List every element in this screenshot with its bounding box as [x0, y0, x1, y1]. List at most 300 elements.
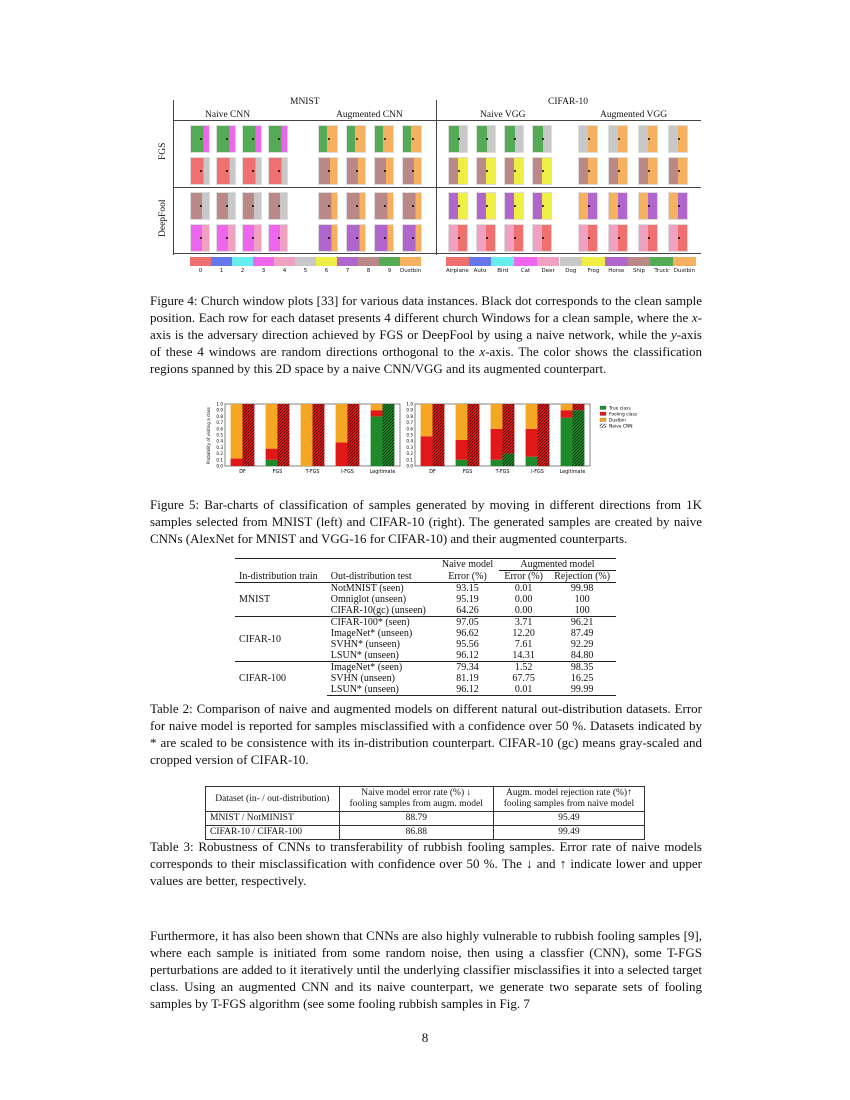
math-y: y — [670, 327, 677, 342]
bar-segment-dustbin — [421, 404, 433, 436]
clean-sample-dot — [678, 170, 680, 172]
clean-sample-dot — [678, 138, 680, 140]
legend-swatch — [211, 257, 232, 266]
y-tick-label: 0.9 — [406, 407, 413, 413]
legend-swatch — [600, 412, 606, 416]
clean-sample-dot — [514, 205, 516, 207]
legend-swatch — [379, 257, 400, 266]
clean-sample-dot — [252, 205, 254, 207]
church-window-plot — [318, 224, 338, 252]
legend-swatch — [400, 257, 421, 266]
clean-sample-dot — [648, 237, 650, 239]
fig4-column-label: Augmented VGG — [600, 110, 668, 120]
x-tick-label: Legitimate — [369, 470, 396, 475]
church-window-plot — [374, 125, 394, 153]
y-tick-label: 0.3 — [406, 444, 413, 450]
y-tick-label: 0.2 — [216, 451, 223, 457]
clean-sample-dot — [278, 170, 280, 172]
y-tick-label: 0.4 — [406, 438, 413, 444]
clean-sample-dot — [384, 138, 386, 140]
clean-sample-dot — [200, 170, 202, 172]
clean-sample-dot — [226, 170, 228, 172]
bar-segment-dustbin — [491, 404, 503, 429]
bar-segment-dustbin — [561, 404, 573, 410]
clean-sample-dot — [328, 205, 330, 207]
clean-sample-dot — [384, 237, 386, 239]
church-window-plot — [216, 192, 236, 220]
table-cell: 97.05 — [436, 617, 499, 629]
bar-segment-true — [456, 460, 468, 466]
y-tick-label: 0.3 — [216, 444, 223, 450]
legend-swatch — [537, 257, 560, 266]
legend-swatch — [650, 257, 673, 266]
table-cell: 0.01 — [499, 684, 548, 696]
church-window-plot — [476, 224, 496, 252]
bar-segment-true — [371, 416, 383, 466]
church-window-plot — [374, 224, 394, 252]
bar-segment-dustbin — [526, 404, 538, 429]
clean-sample-dot — [486, 205, 488, 207]
figure-4-church-window-plots — [150, 95, 705, 285]
legend-label: 8 — [366, 268, 371, 274]
bar-segment-fooling — [266, 449, 278, 460]
fig4-left-rule — [173, 100, 174, 255]
clean-sample-dot — [328, 138, 330, 140]
church-window-plot — [242, 224, 262, 252]
church-window-plot — [504, 224, 524, 252]
caption-label: Figure 4: — [150, 293, 198, 308]
table-cell: 96.12 — [436, 684, 499, 696]
clean-sample-dot — [618, 170, 620, 172]
math-x: x — [691, 310, 698, 325]
fig4-row-label-deepfool: DeepFool — [158, 199, 168, 237]
clean-sample-dot — [278, 205, 280, 207]
church-window-plot — [216, 125, 236, 153]
church-window-plot — [448, 157, 468, 185]
y-tick-label: 0.8 — [216, 413, 223, 419]
legend-label: Auto — [473, 268, 487, 274]
y-tick-label: 0.1 — [216, 457, 223, 463]
table-cell: 93.15 — [436, 583, 499, 595]
x-tick-label: T-FGS — [305, 470, 320, 475]
clean-sample-dot — [278, 138, 280, 140]
table-cell: CIFAR-10 / CIFAR-100 — [206, 826, 340, 840]
clean-sample-dot — [356, 170, 358, 172]
church-window-plot — [532, 125, 552, 153]
table-cell: 95.56 — [456, 639, 479, 650]
bar-segment-dustbin — [456, 404, 468, 440]
clean-sample-dot — [200, 237, 202, 239]
x-tick-label: I-FGS — [341, 470, 354, 475]
clean-sample-dot — [226, 205, 228, 207]
x-tick-label: Legitimate — [559, 470, 586, 475]
table-cell: 87.49 — [570, 628, 594, 639]
legend-swatch — [628, 257, 651, 266]
figure-5-caption: Figure 5: Bar-charts of classification of samples generated by moving in different directions from 1K samples selected from MNIST (left) and CIFAR-10 (right). The generated samples are created by naive CNNs (AlexNet for MNIST and VGG-16 for CIFAR-10) and their augmented counterparts. — [150, 497, 702, 546]
church-window-plot — [242, 125, 262, 153]
group-label: CIFAR-100 — [235, 662, 327, 696]
bar-hatch-naive — [538, 404, 550, 466]
bar-hatch-naive — [243, 404, 255, 466]
clean-sample-dot — [618, 205, 620, 207]
fig4-column-label: Naive CNN — [205, 110, 251, 120]
table-cell: 0.00 — [514, 594, 533, 605]
church-window-plot — [578, 125, 598, 153]
clean-sample-dot — [278, 237, 280, 239]
church-window-plot — [448, 125, 468, 153]
church-window-plot — [668, 224, 688, 252]
clean-sample-dot — [328, 170, 330, 172]
table-cell: 96.21 — [548, 617, 616, 629]
bar-segment-dustbin — [266, 404, 278, 449]
church-window-plot — [346, 224, 366, 252]
clean-sample-dot — [648, 138, 650, 140]
legend-label: Airplane — [446, 268, 469, 274]
legend-label: 3 — [261, 268, 266, 274]
legend-label: Fooling class — [609, 412, 638, 418]
clean-sample-dot — [514, 237, 516, 239]
table-cell: 64.26 — [456, 605, 479, 616]
table-cell: MNIST / NotMINIST — [206, 812, 340, 826]
table-row — [235, 662, 616, 674]
table-3 — [205, 786, 645, 840]
church-window-plot — [504, 192, 524, 220]
body-paragraph: Furthermore, it has also been shown that CNNs are also highly vulnerable to rubbish fooling samples [9], where each sample is initiated from some random noise, then using a classfier (CNN), some T-FGS perturbations are added to it iteratively until the underlying classifier misclassifies it into a selected target class. Using an augmented CNN and its naive counterpart, we generate two separate sets of fooling samples by T-FGS algorithm (see some fooling rubbish samples in Fig. 7 — [150, 928, 702, 1011]
bar-segment-dustbin — [301, 404, 313, 466]
church-window-plot — [268, 157, 288, 185]
y-tick-label: 0.1 — [406, 457, 413, 463]
church-window-plot — [608, 125, 628, 153]
caption-text: -axis of these 4 windows are random directions orthogonal to the — [150, 327, 702, 359]
legend-swatch — [253, 257, 274, 266]
legend-label: 2 — [240, 268, 245, 274]
bar-segment-true — [526, 457, 538, 466]
bar-segment-true — [561, 418, 573, 466]
y-tick-label: 1.0 — [406, 401, 413, 407]
clean-sample-dot — [356, 205, 358, 207]
bar-segment-fooling — [371, 410, 383, 416]
clean-sample-dot — [200, 205, 202, 207]
legend-swatch — [274, 257, 295, 266]
church-window-plot — [608, 192, 628, 220]
table-cell: CIFAR-100* (seen) — [327, 617, 436, 629]
bar-segment-dustbin — [371, 404, 383, 410]
bar-segment-true — [491, 460, 503, 466]
x-tick-label: DF — [429, 470, 436, 475]
church-window-plot — [374, 192, 394, 220]
bar-segment-fooling — [421, 436, 433, 466]
group-label: CIFAR-10 — [235, 617, 327, 662]
clean-sample-dot — [486, 138, 488, 140]
table-cell: 84.80 — [570, 650, 594, 661]
legend-label: 4 — [282, 268, 287, 274]
th-dataset: Dataset (in- / out-distribution) — [206, 787, 340, 812]
bar-segment-fooling — [561, 410, 573, 417]
th-out-distribution: Out-distribution test — [327, 571, 436, 583]
bar-segment-dustbin — [336, 404, 348, 442]
table-cell: LSUN* (unseen) — [330, 650, 399, 661]
legend-swatch — [295, 257, 316, 266]
table-cell: 7.61 — [514, 639, 533, 650]
x-tick-label: FGS — [462, 470, 473, 475]
y-tick-label: 0.7 — [216, 420, 223, 426]
table-cell: SVHN (unseen) — [330, 673, 395, 684]
church-window-plot — [608, 224, 628, 252]
legend-label: 7 — [345, 268, 350, 274]
table-cell: 0.00 — [514, 605, 533, 616]
clean-sample-dot — [678, 237, 680, 239]
clean-sample-dot — [384, 170, 386, 172]
table-cell: 0.01 — [499, 583, 548, 595]
church-window-plot — [532, 157, 552, 185]
bar-segment-fooling — [231, 459, 243, 466]
table-cell: 99.99 — [548, 684, 616, 696]
th-line: fooling samples from augm. model — [349, 799, 483, 809]
church-window-plot — [578, 224, 598, 252]
church-window-plot — [402, 192, 422, 220]
clean-sample-dot — [618, 237, 620, 239]
y-tick-label: 0.5 — [216, 432, 223, 438]
church-window-plot — [668, 192, 688, 220]
bar-hatch-naive — [573, 404, 585, 410]
legend-label: 5 — [303, 268, 308, 274]
church-window-plot — [402, 125, 422, 153]
th-naive-error-rate — [339, 787, 493, 812]
legend-label: Dustbin — [673, 268, 695, 274]
clean-sample-dot — [226, 138, 228, 140]
legend-swatch — [316, 257, 337, 266]
table-cell: 96.12 — [456, 650, 479, 661]
table-cell: 86.88 — [339, 826, 493, 840]
church-window-plot — [268, 192, 288, 220]
bar-hatch-naive — [278, 404, 290, 466]
clean-sample-dot — [252, 138, 254, 140]
table-cell: 3.71 — [499, 617, 548, 629]
bar-hatch-naive — [503, 404, 515, 454]
clean-sample-dot — [458, 205, 460, 207]
church-window-plot — [190, 224, 210, 252]
figure-5-bar-charts — [205, 398, 675, 483]
th-augm-rejection-rate — [493, 787, 644, 812]
church-window-plot — [190, 157, 210, 185]
church-window-plot — [578, 157, 598, 185]
clean-sample-dot — [356, 138, 358, 140]
legend-swatch — [600, 418, 606, 422]
fig4-center-rule — [436, 100, 437, 255]
bar-hatch-naive — [313, 404, 325, 466]
fig4-header-rule — [173, 120, 701, 121]
clean-sample-dot — [328, 237, 330, 239]
church-window-plot — [504, 125, 524, 153]
y-tick-label: 0.0 — [216, 463, 223, 469]
legend-swatch — [600, 406, 606, 410]
church-window-plot — [402, 224, 422, 252]
bar-segment-fooling — [336, 442, 348, 466]
y-axis-label: Probability of visiting a class — [206, 407, 211, 464]
legend-hatch — [600, 424, 606, 428]
legend-label: 9 — [387, 268, 392, 274]
legend-swatch — [514, 257, 537, 266]
church-window-plot — [668, 125, 688, 153]
legend-label: Cat — [520, 268, 531, 274]
church-window-plot — [638, 224, 658, 252]
y-tick-label: 0.7 — [406, 420, 413, 426]
clean-sample-dot — [486, 237, 488, 239]
bar-hatch-naive — [383, 404, 395, 466]
clean-sample-dot — [588, 138, 590, 140]
table-cell: 16.25 — [570, 673, 594, 684]
church-window-plot — [448, 224, 468, 252]
church-window-plot — [638, 125, 658, 153]
y-tick-label: 0.2 — [406, 451, 413, 457]
table-cell: 99.98 — [548, 583, 616, 595]
bar-hatch-naive — [503, 454, 515, 466]
y-tick-label: 0.6 — [406, 426, 413, 432]
th-in-distribution: In-distribution train — [235, 571, 327, 583]
y-tick-label: 0.0 — [406, 463, 413, 469]
clean-sample-dot — [458, 138, 460, 140]
clean-sample-dot — [514, 138, 516, 140]
legend-swatch — [469, 257, 492, 266]
clean-sample-dot — [678, 205, 680, 207]
clean-sample-dot — [412, 237, 414, 239]
church-window-plot — [242, 192, 262, 220]
legend-swatch — [582, 257, 605, 266]
legend-label: Bird — [497, 268, 509, 274]
table-cell: 92.29 — [570, 639, 594, 650]
clean-sample-dot — [648, 205, 650, 207]
clean-sample-dot — [588, 237, 590, 239]
church-window-plot — [532, 192, 552, 220]
x-tick-label: FGS — [272, 470, 283, 475]
legend-label: 1 — [219, 268, 224, 274]
table-row — [235, 583, 616, 595]
bar-segment-dustbin — [231, 404, 243, 459]
th-line: Naive model error rate (%) ↓ — [361, 788, 472, 798]
church-window-plot — [402, 157, 422, 185]
table-cell: 95.19 — [456, 594, 479, 605]
clean-sample-dot — [458, 170, 460, 172]
legend-label: Naive CNN — [609, 424, 633, 430]
clean-sample-dot — [542, 170, 544, 172]
legend-label: 6 — [324, 268, 329, 274]
fig4-mid-rule — [173, 187, 701, 188]
clean-sample-dot — [542, 205, 544, 207]
caption-text: -axis is the adversary direction achieved by FGS or DeepFool by using a naive network, while the — [150, 310, 702, 342]
church-window-plot — [448, 192, 468, 220]
clean-sample-dot — [618, 138, 620, 140]
th-naive-model: Naive model — [436, 559, 499, 571]
church-window-plot — [638, 157, 658, 185]
bar-hatch-naive — [468, 404, 480, 466]
legend-swatch — [190, 257, 211, 266]
table-2-caption: Table 2: Comparison of naive and augmented models on different natural out-distribution datasets. Error for naive model is reported for samples misclassified with a confidence over 50 %. Datasets indicated by * are scaled to be consistence with its in-distribution counterpart. CIFAR-10 (gc) means gray-scaled and cropped version of CIFAR-10. — [150, 701, 702, 767]
caption-text: -axis. The color shows the classification regions spanned by this 2D space by a naive CNN/VGG and its augmented counterpart. — [150, 344, 702, 376]
church-window-plot — [668, 157, 688, 185]
fig5-chart-canvas — [205, 398, 675, 483]
church-window-plot — [578, 192, 598, 220]
figure-4-caption — [150, 292, 702, 377]
page-number: 8 — [421, 1030, 429, 1045]
clean-sample-dot — [648, 170, 650, 172]
th-line: fooling samples from naive model — [503, 799, 635, 809]
table-2 — [235, 558, 616, 696]
table-cell: SVHN* (unseen) — [330, 639, 400, 650]
th-line: Augm. model rejection rate (%)↑ — [506, 788, 632, 798]
church-window-plot — [504, 157, 524, 185]
th-naive-error: Error (%) — [436, 571, 499, 583]
table-cell: 14.31 — [512, 650, 535, 661]
table-cell: 100 — [574, 605, 590, 616]
legend-label: Dog — [565, 268, 577, 274]
th-augmented-model: Augmented model — [499, 559, 616, 571]
table-cell: 67.75 — [512, 673, 535, 684]
clean-sample-dot — [226, 237, 228, 239]
clean-sample-dot — [588, 170, 590, 172]
church-window-plot — [216, 224, 236, 252]
legend-label: Frog — [587, 268, 600, 274]
legend-swatch — [560, 257, 583, 266]
caption-text: Church window plots [33] for various data instances. Black dot corresponds to the clean sample position. Each row for each dataset presents 4 different church Windows for a clean sample, where the — [150, 293, 702, 325]
church-window-plot — [318, 125, 338, 153]
legend-swatch — [605, 257, 628, 266]
legend-swatch — [337, 257, 358, 266]
legend-swatch — [232, 257, 253, 266]
clean-sample-dot — [356, 237, 358, 239]
clean-sample-dot — [412, 205, 414, 207]
legend-swatch — [491, 257, 514, 266]
math-x: x — [479, 344, 486, 359]
church-window-plot — [190, 125, 210, 153]
church-window-plot — [346, 192, 366, 220]
fig4-row-label-fgs: FGS — [158, 142, 168, 160]
bar-segment-fooling — [526, 429, 538, 457]
church-window-plot — [242, 157, 262, 185]
group-label: MNIST — [235, 583, 327, 617]
bar-hatch-naive — [573, 410, 585, 466]
y-tick-label: 0.9 — [216, 407, 223, 413]
legend-label: Horse — [608, 268, 625, 274]
table-cell: 95.49 — [493, 812, 644, 826]
bar-hatch-naive — [433, 404, 445, 466]
clean-sample-dot — [542, 237, 544, 239]
table-cell: 98.35 — [548, 662, 616, 674]
church-window-plot — [374, 157, 394, 185]
y-tick-label: 1.0 — [216, 401, 223, 407]
table-cell: 12.20 — [512, 628, 535, 639]
y-tick-label: 0.8 — [406, 413, 413, 419]
bar-hatch-naive — [348, 404, 360, 466]
church-window-plot — [638, 192, 658, 220]
fig4-column-label: Naive VGG — [480, 110, 526, 120]
legend-label: Truck — [654, 268, 669, 274]
x-tick-label: I-FGS — [531, 470, 544, 475]
fig4-bottom-rule — [173, 253, 701, 254]
fig4-group-label-cifar: CIFAR-10 — [548, 97, 588, 107]
clean-sample-dot — [200, 138, 202, 140]
table-3-caption: Table 3: Robustness of CNNs to transferability of rubbish fooling samples. Error rate of naive models corresponds to their misclassification with confidence over 50 %. The ↓ and ↑ indicate lower and upper values are better, respectively. — [150, 839, 702, 888]
church-window-plot — [346, 125, 366, 153]
clean-sample-dot — [412, 170, 414, 172]
clean-sample-dot — [542, 138, 544, 140]
table-cell: 100 — [574, 594, 590, 605]
church-window-plot — [608, 157, 628, 185]
church-window-plot — [532, 224, 552, 252]
church-window-plot — [476, 125, 496, 153]
table-cell: 88.79 — [339, 812, 493, 826]
th-rejection: Rejection (%) — [548, 571, 616, 583]
church-window-plot — [268, 125, 288, 153]
